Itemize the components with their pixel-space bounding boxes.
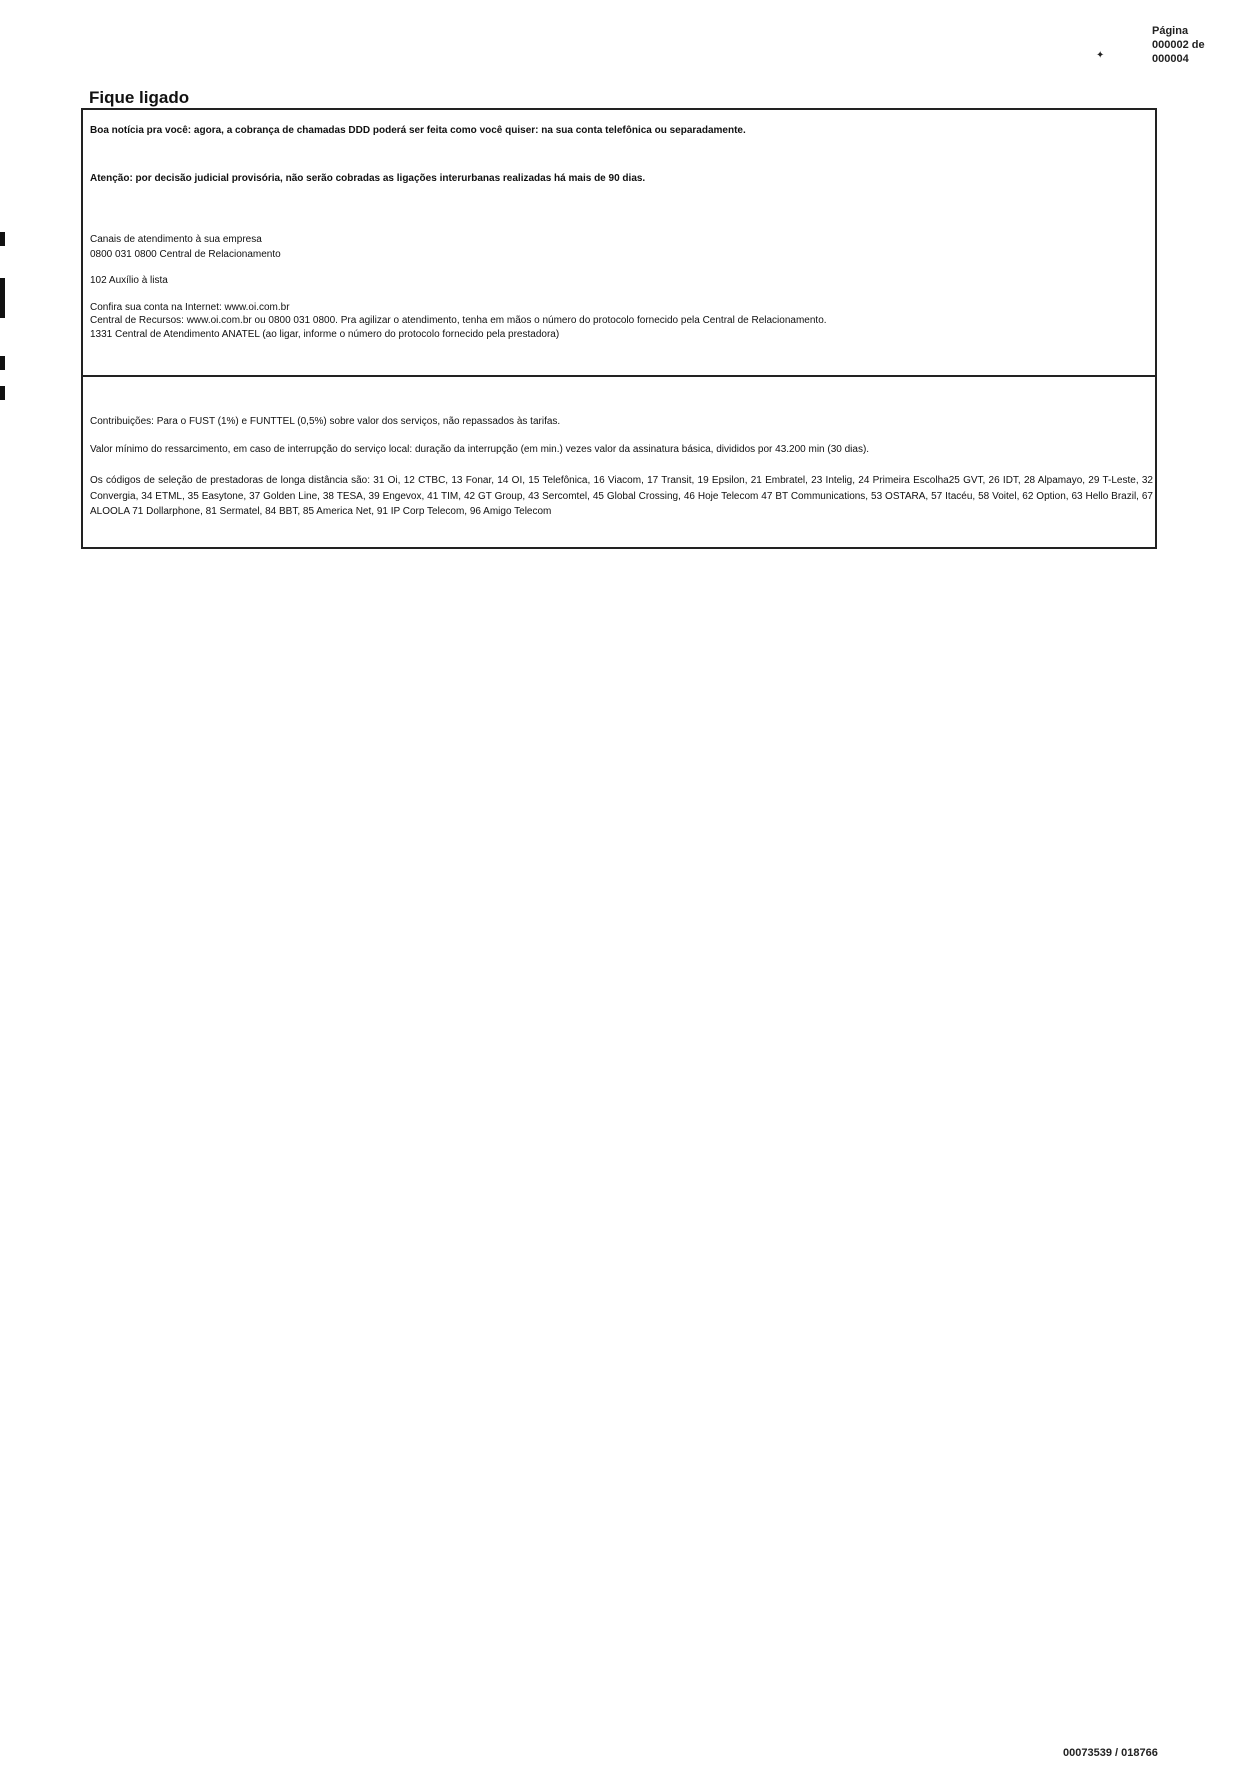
- contributions-box: [81, 375, 1157, 549]
- page-current: 000002 de: [1152, 39, 1205, 51]
- edge-mark: [0, 356, 5, 370]
- notice-box: [81, 108, 1157, 377]
- channels-title: Canais de atendimento à sua empresa: [90, 234, 262, 245]
- notice-ddd: Boa notícia pra você: agora, a cobrança de chamadas DDD poderá ser feita como você quiser: na sua conta telefônica ou separadamente.: [90, 125, 746, 136]
- carrier-codes: Os códigos de seleção de prestadoras de longa distância são: 31 Oi, 12 CTBC, 13 Fonar, 14 OI, 15 Telefônica, 16 Viacom, 17 Transit, 19 Epsilon, 21 Embratel, 23 Intelig, 24 Primeira Escolha25 GVT, 26 IDT, 28 Alpamayo, 29 T-Leste, 32 Convergia, 34 ETML, 35 Easytone, 37 Golden Line, 38 TESA, 39 Engevox, 41 TIM, 42 GT Group, 43 Sercomtel, 45 Global Crossing, 46 Hoje Telecom 47 BT Communications, 53 OSTARA, 57 Itacéu, 58 Voitel, 62 Option, 63 Hello Brazil, 67 ALOOLA 71 Dollarphone, 81 Sermatel, 84 BBT, 85 America Net, 91 IP Corp Telecom, 96 Amigo Telecom: [90, 475, 1153, 517]
- ressarcimento-line: Valor mínimo do ressarcimento, em caso de interrupção do serviço local: duração da interrupção (em min.) vezes valor da assinatura básica, divididos por 43.200 min (30 dias).: [90, 444, 870, 455]
- notice-judicial: Atenção: por decisão judicial provisória, não serão cobradas as ligações interurbanas realizadas há mais de 90 dias.: [90, 173, 646, 184]
- internet-line: Confira sua conta na Internet: www.oi.com.br: [90, 302, 290, 313]
- page-total: 000004: [1152, 53, 1189, 65]
- edge-mark: [0, 232, 5, 246]
- document-code: 00073539 / 018766: [1063, 1747, 1158, 1759]
- page-number: [1152, 24, 1232, 66]
- edge-mark: [0, 386, 5, 400]
- anatel-line: 1331 Central de Atendimento ANATEL (ao ligar, informe o número do protocolo fornecido pela prestadora): [90, 329, 560, 340]
- channel-auxilio: 102 Auxílio à lista: [90, 275, 168, 286]
- scan-mark: ✦: [1096, 50, 1105, 61]
- channel-relacionamento: 0800 031 0800 Central de Relacionamento: [90, 249, 281, 260]
- edge-mark: [0, 278, 5, 318]
- section-title: Fique ligado: [89, 88, 190, 107]
- page-label: Página: [1152, 25, 1189, 37]
- contributions-line: Contribuições: Para o FUST (1%) e FUNTTEL (0,5%) sobre valor dos serviços, não repassados às tarifas.: [90, 416, 561, 427]
- recursos-line: Central de Recursos: www.oi.com.br ou 0800 031 0800. Pra agilizar o atendimento, tenha em mãos o número do protocolo fornecido pela Central de Relacionamento.: [90, 315, 827, 326]
